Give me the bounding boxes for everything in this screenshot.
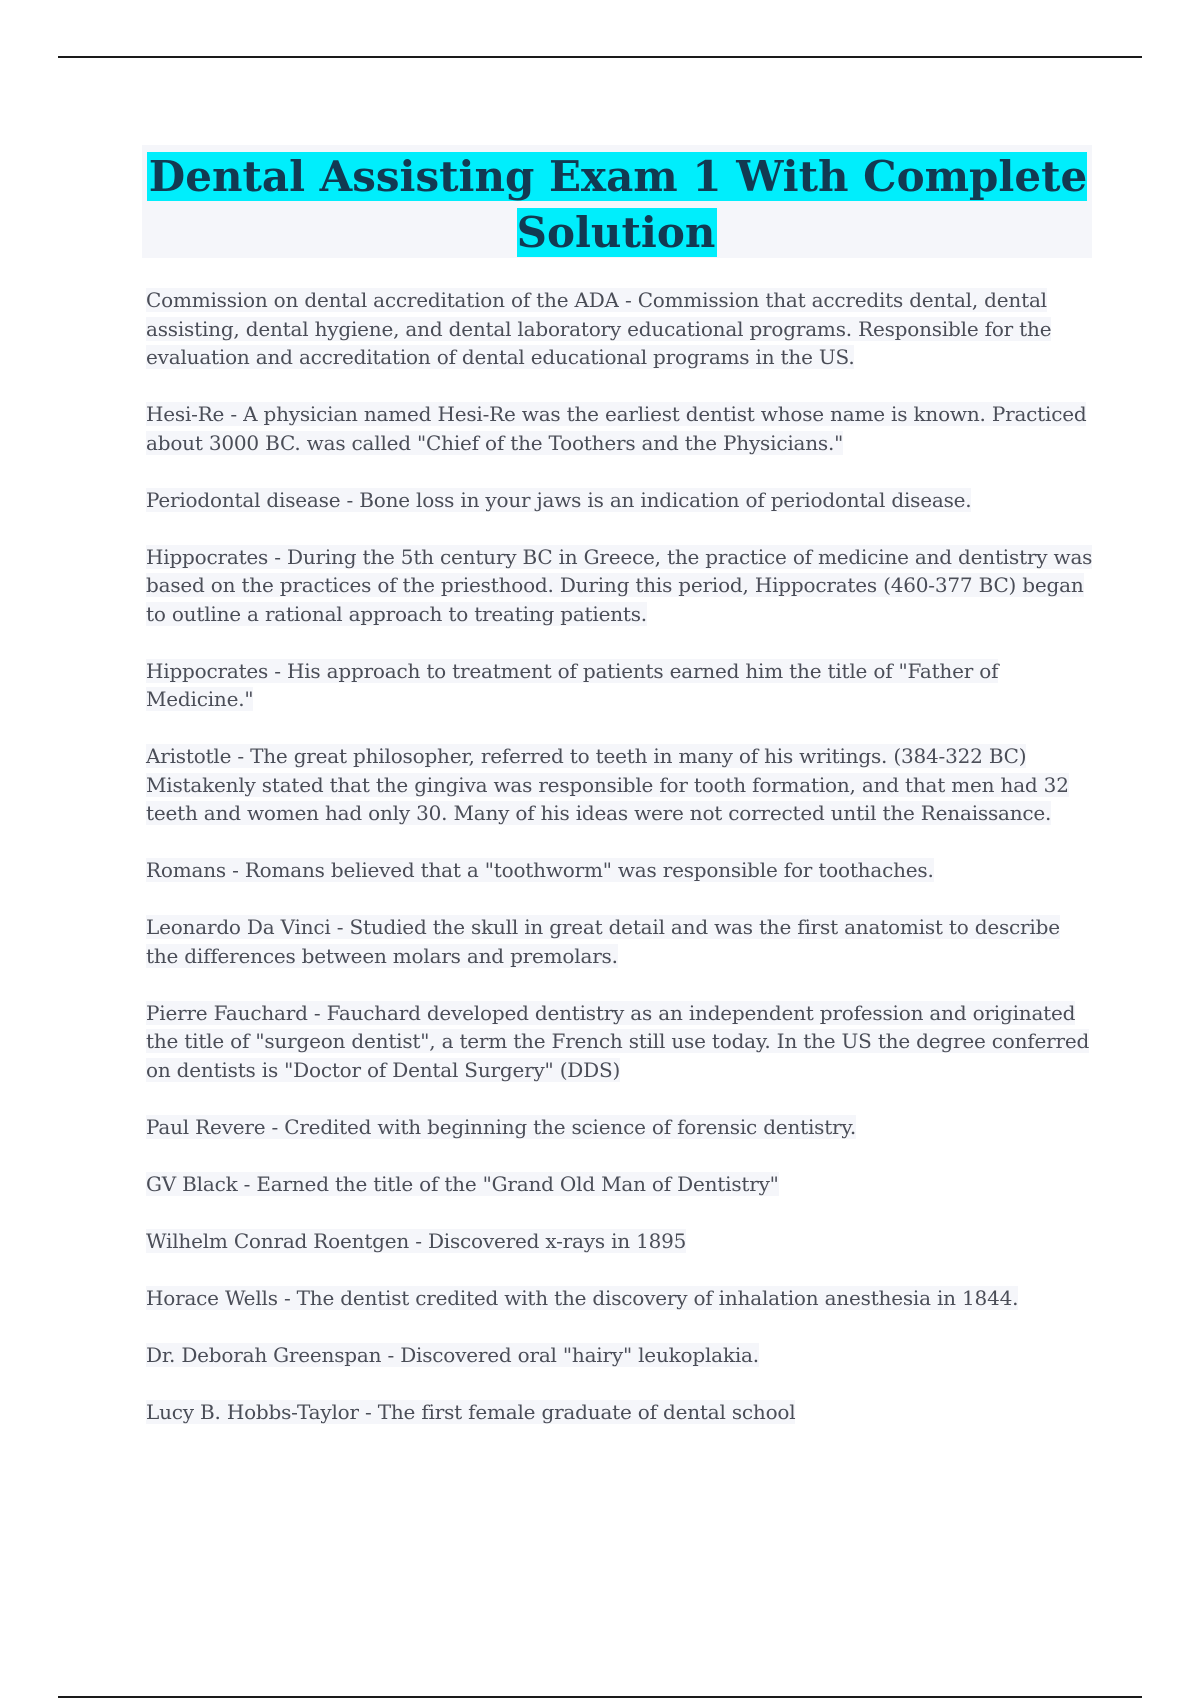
title-block [142, 145, 1092, 258]
entry-term: Romans [146, 858, 226, 882]
entry-separator: - [237, 1171, 257, 1196]
list-item [146, 1113, 1096, 1142]
entry-term: Horace Wells [146, 1285, 278, 1310]
entry-separator: - [265, 1114, 285, 1139]
entry-definition: Fauchard developed dentistry as an independent profession and originated the title of "surgeon dentist", a term the French still use today. In the US the degree conferred on dentists is "Doctor of Dental Surgery" (DDS) [146, 1000, 1090, 1082]
entry-definition: Bone loss in your jaws is an indication of periodontal disease. [359, 487, 972, 512]
list-item [146, 657, 1096, 714]
entry-term: Lucy B. Hobbs-Taylor [146, 1399, 359, 1424]
list-item [146, 856, 1096, 885]
entry-definition: Discovered x-rays in 1895 [427, 1228, 687, 1253]
entry-term: Hesi-Re [146, 402, 225, 426]
entry-separator: - [307, 1000, 327, 1025]
entry-separator: - [409, 1228, 428, 1253]
entry-separator: - [268, 544, 287, 569]
entry-term: Periodontal disease [146, 487, 341, 512]
list-item [146, 999, 1096, 1085]
entry-separator: - [358, 1399, 378, 1424]
title-highlight: Dental Assisting Exam 1 With Complete Solution [148, 152, 1088, 257]
entry-definition: Earned the title of the "Grand Old Man of Dentistry" [256, 1171, 779, 1196]
entry-definition: Commission that accredits dental, dental assisting, dental hygiene, and dental laboratory educational programs. Responsible for the evaluation and accreditation of dental educational programs in the US. [146, 288, 1052, 369]
entry-definition: The first female graduate of dental school [377, 1399, 796, 1424]
entry-separator: - [225, 858, 245, 882]
list-item [146, 400, 1096, 457]
list-item [146, 1398, 1096, 1427]
entry-separator: - [618, 288, 638, 312]
entry-definition: A physician named Hesi-Re was the earliest dentist whose name is known. Practiced about 3000 BC. was called "Chief of the Toothers and the Physicians." [146, 402, 1087, 455]
entry-definition: Credited with beginning the science of forensic dentistry. [284, 1114, 857, 1139]
entry-term: Aristotle [146, 744, 232, 768]
list-item [146, 1284, 1096, 1313]
list-item [146, 742, 1096, 828]
list-item [146, 1341, 1096, 1370]
list-item [146, 486, 1096, 515]
entry-definition: Discovered oral "hairy" leukoplakia. [400, 1342, 759, 1367]
entry-separator: - [330, 915, 350, 939]
entry-separator: - [224, 402, 244, 426]
entry-term: Dr. Deborah Greenspan [146, 1342, 382, 1367]
entry-term: Leonardo Da Vinci [146, 915, 331, 939]
entry-separator: - [340, 487, 360, 512]
list-item [146, 543, 1096, 629]
entry-separator: - [277, 1285, 297, 1310]
entry-separator: - [381, 1342, 401, 1367]
list-item [146, 1227, 1096, 1256]
flashcard-list [146, 286, 1096, 1455]
list-item [146, 286, 1096, 372]
entry-definition: Studied the skull in great detail and was the first anatomist to describe the differences between molars and premolars. [146, 915, 1060, 968]
entry-term: Wilhelm Conrad Roentgen [146, 1228, 410, 1253]
list-item [146, 1170, 1096, 1199]
bottom-rule [58, 1696, 1142, 1698]
entry-term: Pierre Fauchard [146, 1000, 308, 1025]
entry-term: GV Black [146, 1171, 238, 1196]
entry-definition: The great philosopher, referred to teeth in many of his writings. (384-322 BC) Mistakenly stated that the gingiva was responsible for tooth formation, and that men had 32 teeth and women had only 30. Many of his ideas were not corrected until the Renaissance. [146, 744, 1069, 825]
entry-definition: Romans believed that a "toothworm" was responsible for toothaches. [244, 858, 934, 882]
document-title [142, 145, 1092, 261]
entry-term: Hippocrates [146, 544, 269, 569]
entry-definition: During the 5th century BC in Greece, the practice of medicine and dentistry was based on the practices of the priesthood. During this period, Hippocrates (460-377 BC) began to outline a rational approach to treating patients. [146, 544, 1093, 626]
entry-definition: The dentist credited with the discovery of inhalation anesthesia in 1844. [296, 1285, 1019, 1310]
top-rule [58, 56, 1142, 58]
entry-separator: - [231, 744, 251, 768]
entry-definition: His approach to treatment of patients earned him the title of "Father of Medicine." [146, 658, 999, 711]
entry-term: Hippocrates [146, 658, 269, 683]
list-item [146, 913, 1096, 970]
entry-term: Commission on dental accreditation of the ADA [146, 288, 619, 312]
entry-separator: - [268, 658, 287, 683]
entry-term: Paul Revere [146, 1114, 266, 1139]
